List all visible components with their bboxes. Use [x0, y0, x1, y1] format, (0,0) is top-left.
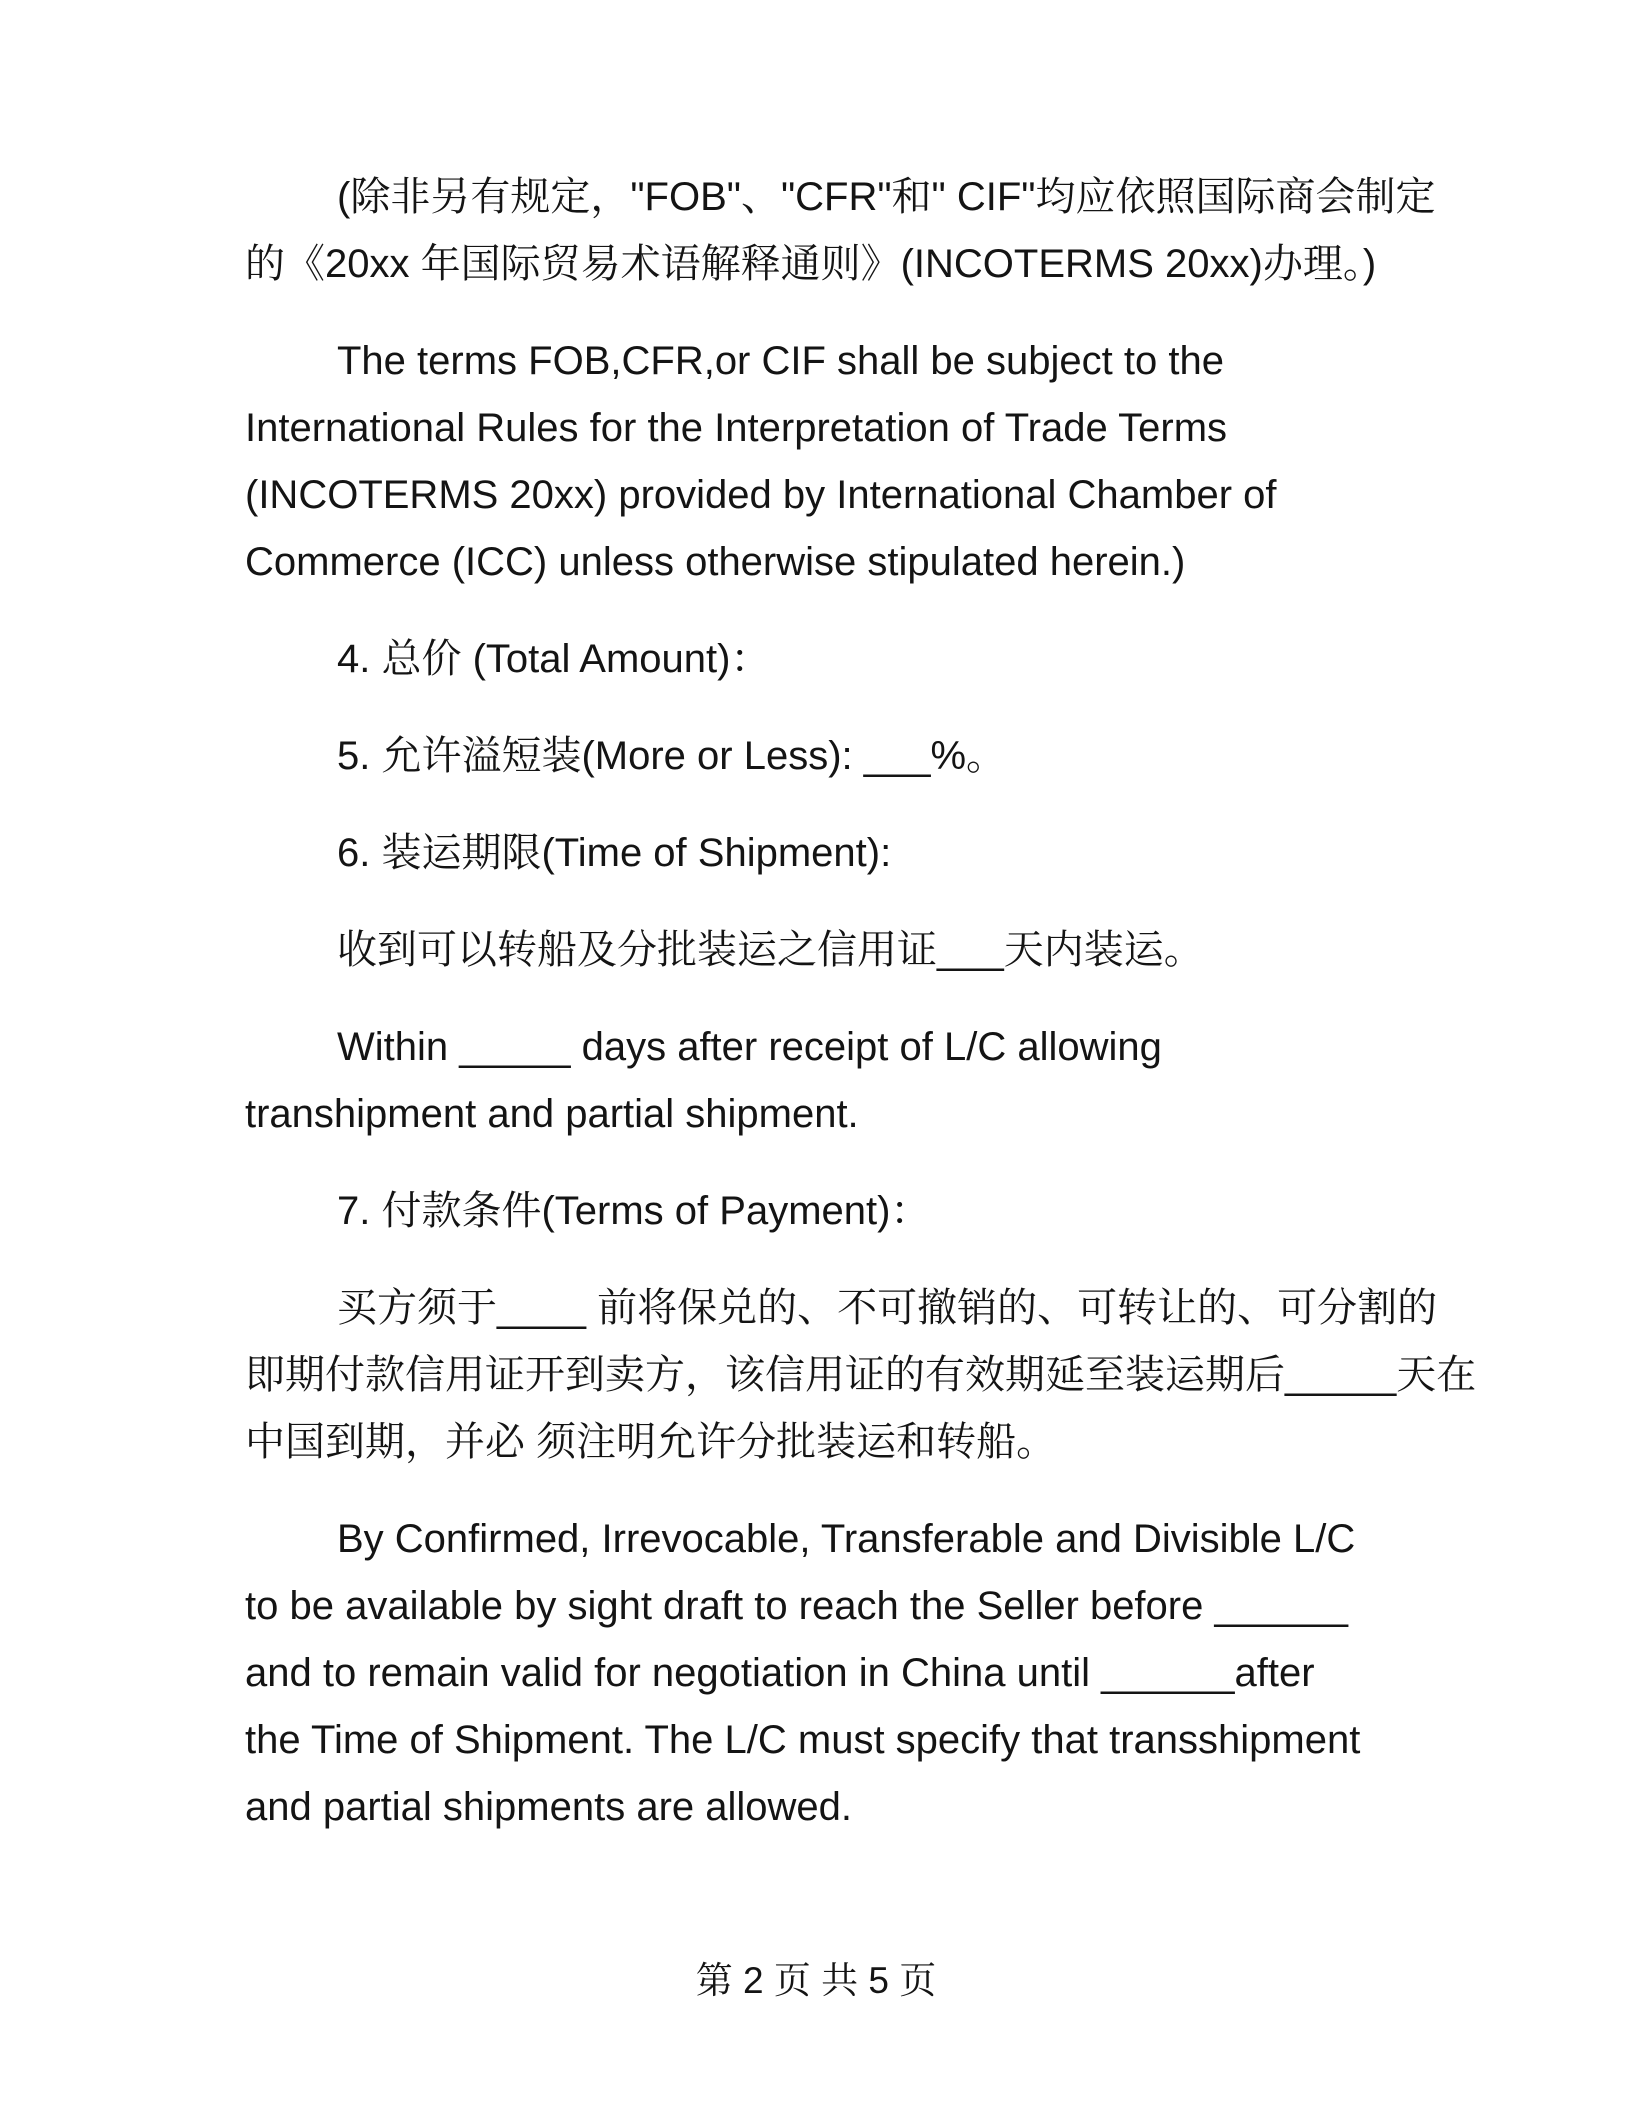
- paragraph-line: transhipment and partial shipment.: [245, 1092, 859, 1136]
- page-number-label: 第 2 页 共 5 页: [695, 1960, 937, 2001]
- paragraph-item-6-time-of-shipment: [245, 820, 1472, 887]
- document-body: [245, 164, 1477, 1871]
- paragraph-shipment-clause-en: [245, 1014, 1472, 1148]
- paragraph-line: to be available by sight draft to reach the Seller before ______: [245, 1584, 1348, 1628]
- paragraph-line: 5. 允许溢短装(More or Less): ___%。: [337, 734, 1007, 778]
- paragraph-line: (除非另有规定，"FOB"、"CFR"和" CIF"均应依照国际商会制定: [337, 175, 1436, 219]
- paragraph-shipment-clause-zh: [245, 917, 1472, 984]
- paragraph-incoterms-clause-zh: [245, 164, 1472, 298]
- paragraph-line: Within _____ days after receipt of L/C allowing: [337, 1025, 1162, 1069]
- paragraph-line: Commerce (ICC) unless otherwise stipulated herein.): [245, 540, 1186, 584]
- paragraph-item-7-terms-of-payment: [245, 1178, 1472, 1245]
- paragraph-payment-clause-zh: [245, 1275, 1477, 1476]
- paragraph-line: International Rules for the Interpretation of Trade Terms: [245, 406, 1228, 450]
- paragraph-line: By Confirmed, Irrevocable, Transferable and Divisible L/C: [337, 1517, 1356, 1561]
- page-footer: [0, 1956, 1632, 2006]
- paragraph-item-5-more-or-less: [245, 723, 1472, 790]
- paragraph-payment-clause-en: [245, 1506, 1472, 1841]
- paragraph-line: 即期付款信用证开到卖方，该信用证的有效期延至装运期后_____天在: [245, 1353, 1477, 1397]
- paragraph-line: 4. 总价 (Total Amount)：: [337, 637, 771, 681]
- paragraph-line: the Time of Shipment. The L/C must specify that transshipment: [245, 1718, 1361, 1762]
- paragraph-line: 6. 装运期限(Time of Shipment):: [337, 831, 892, 875]
- paragraph-line: 的《20xx 年国际贸易术语解释通则》(INCOTERMS 20xx)办理。): [245, 242, 1377, 286]
- paragraph-incoterms-clause-en: [245, 328, 1472, 596]
- paragraph-line: (INCOTERMS 20xx) provided by International Chamber of: [245, 473, 1277, 517]
- paragraph-line: 收到可以转船及分批装运之信用证___天内装运。: [337, 928, 1204, 972]
- paragraph-item-4-total-amount: [245, 626, 1472, 693]
- paragraph-line: 买方须于____ 前将保兑的、不可撤销的、可转让的、可分割的: [337, 1286, 1438, 1330]
- paragraph-line: and partial shipments are allowed.: [245, 1785, 853, 1829]
- paragraph-line: The terms FOB,CFR,or CIF shall be subject to the: [337, 339, 1224, 383]
- paragraph-line: 7. 付款条件(Terms of Payment)：: [337, 1189, 931, 1233]
- paragraph-line: 中国到期，并必 须注明允许分批装运和转船。: [245, 1420, 1057, 1464]
- paragraph-line: and to remain valid for negotiation in China until ______after: [245, 1651, 1315, 1695]
